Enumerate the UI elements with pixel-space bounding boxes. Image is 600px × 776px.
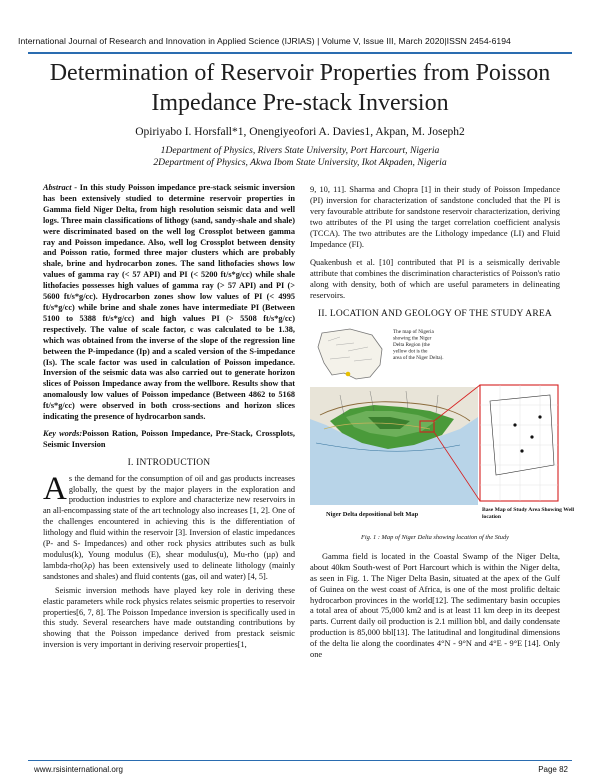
footer-page-number: Page 82: [538, 765, 568, 774]
affiliation-1: 1Department of Physics, Rivers State University, Port Harcourt, Nigeria: [160, 145, 440, 156]
figure-caption: Fig. 1 : Map of Niger Delta showing location of the Study: [360, 533, 510, 541]
keywords: [43, 429, 295, 451]
left-column: [43, 183, 295, 651]
intro-paragraph-1-text: s the demand for the consumption of oil and gas products increases globally, the quest by the major players in the exploration and production industries to explore and characterize new reservoirs in an all-encompassing state of the art technology also increases [1, 2]. One of the challenges encountered in achieving this is the differentiation of lithology and fluid within the reservoir [3]. Inversion of elastic impedances (P- and S- Impedances) and other rock physics attributes such as bulk modulus(k), Young modulus (E), shear modulus(u), Mu-rho (µρ) and lambda-rho(λρ) has been extensively used to delineate lithology (mainly sandstones and shales) and fluid contents (gas, oil and water) [4, 5].: [43, 473, 295, 581]
figure-1: [310, 325, 575, 530]
inset-label: The map of Nigeria showing the Niger Delta Region (the yellow dot is the area of the Niger Delta).: [393, 328, 444, 361]
footer-rule: [28, 760, 572, 761]
base-map-title: Base Map of Study Area Showing Well location: [482, 506, 575, 520]
keywords-text: Poisson Ration, Poisson Impedance, Pre-Stack, Crossplots, Seismic Inversion: [43, 428, 295, 449]
right-paragraph-2: Quakenbush et al. [10] contributed that PI is a seismically derivable attribute that combines the discrimination characteristics of Poisson's ratio along with density, both of which are useful parameters in delineating reservoirs.: [310, 258, 560, 301]
depositional-belt-map: [310, 385, 480, 505]
niger-delta-dot-icon: [346, 372, 351, 377]
paper-authors: Opiriyabo I. Horsfall*1, Onengiyeofori A. Davies1, Akpan, M. Joseph2: [135, 126, 465, 138]
journal-header: International Journal of Research and Innovation in Applied Science (IJRIAS) | Volume V, Issue III, March 2020|ISSN 2454-6194: [18, 36, 511, 46]
well-marker-icon: [530, 435, 533, 438]
affiliation-2: 2Department of Physics, Akwa Ibom State University, Ikot Akpaden, Nigeria: [153, 157, 447, 168]
paper-title: Determination of Reservoir Properties from Poisson Impedance Pre-stack Inversion: [49, 60, 551, 116]
footer-website[interactable]: www.rsisinternational.org: [34, 765, 123, 774]
right-paragraph-1: 9, 10, 11]. Sharma and Chopra [1] in their study of Poisson Impedance (PI) inversion for characterization of sandstone concluded that the PI is very favourable attribute for sandstone reservoir characterization, deriving two attributes of the PI using the target correlation coefficient analysis (TCCA). The two attributes are the Lithology impedance (LI) and Fluid Impedance (FI).: [310, 185, 560, 249]
nigeria-inset: [318, 329, 382, 379]
section-heading-introduction: I. INTRODUCTION: [127, 457, 211, 468]
keywords-label: Key words:: [43, 428, 83, 438]
map-title: Niger Delta depositional belt Map: [326, 510, 419, 518]
drop-cap: A: [43, 470, 67, 507]
well-marker-icon: [520, 449, 523, 452]
abstract-body: - In this study Poisson impedance pre-stack seismic inversion has been extensively studied to determine reservoir properties in Gamma field Niger Delta, from high resolution seismic data and well logs. Three main classifications of lithogy (sand, sandy-shale and shale) were discriminated based on the well log Crossplot between gamma ray and Poisson impedance. Also, well log Crossplot between density and Poisson ratio, formed three major clusters which are probably shale, brine and hydrocarbon zones. The sand lithofacies shows low values of gamma ray (< 57 API) and PI (< 5200 ft/s*g/cc) while shale lithofacies possesses high values of gamma ray (> 57 API) and PI (> 5600 ft/s*g/cc). Hydrocarbon zones show low values of PI (< 4995 ft/s*g/cc) while brine and shale zones have intermediate PI (Between 5100 to 5388 ft/s*g/cc) and high values PI (> 5508 ft/s*g/cc) respectively. The value of scale factor, c was calculated to be 1.38, which was obtained from the inverse of the slope of the regression line between the P-impedance (Ip) and a scaled version of the S-impedance (Is). The scale factor was used in calculation of Poisson impedance. Inversion of the seismic data was also carried out to generate horizon slices of Poisson Impedance away from the wellbore. Results show that anomalously low values of Poisson impedance (Between 4862 to 5168 ft/s*g/cc) were observed in both cross-sections and horizon slices indicating the presence of hydrocarbon sands.: [43, 183, 295, 422]
intro-paragraph-1: [43, 470, 295, 583]
well-marker-icon: [513, 423, 516, 426]
abstract: [43, 183, 295, 423]
base-map: [480, 385, 558, 501]
map-figure-graphic: [310, 325, 575, 530]
right-column: [310, 185, 575, 661]
right-paragraph-3: Gamma field is located in the Coastal Swamp of the Niger Delta, about 40km South-west of Port Harcourt which is within the Niger delta, as seen in Fig. 1. The Niger Delta Basin, situated at the apex of the Gulf of Guinea on the west coast of Africa, is one of the most prolific deltaic hydrocarbon provinces in the world[12]. The sedimentary basin occupies a total area of about 75,000 km2 and is at least 11 km deep in its deepest parts. Current daily oil production is 2.1 million bbl, and daily condensate production is 85,000 bbl[13]. The latitudinal and longitudinal dimensions of the delta lie along the coordinates 4°N - 9°N and 4°E - 9°E [14]. Only one: [310, 551, 560, 660]
intro-paragraph-2: Seismic inversion methods have played key role in deriving these elastic parameters while rock physics relates seismic properties to reservoir properties[6, 7, 8]. The Poisson Impedance inversion is specifically used in this study. Several researchers have made outstanding contributions by showing that the Poisson impedance derived from prestack seismic inversion is very important in deriving reservoir properties[1,: [43, 585, 295, 650]
section-heading-location: II. LOCATION AND GEOLOGY OF THE STUDY AREA: [318, 309, 552, 320]
abstract-label: Abstract: [43, 183, 72, 192]
well-marker-icon: [538, 415, 541, 418]
header-rule: [28, 52, 572, 54]
